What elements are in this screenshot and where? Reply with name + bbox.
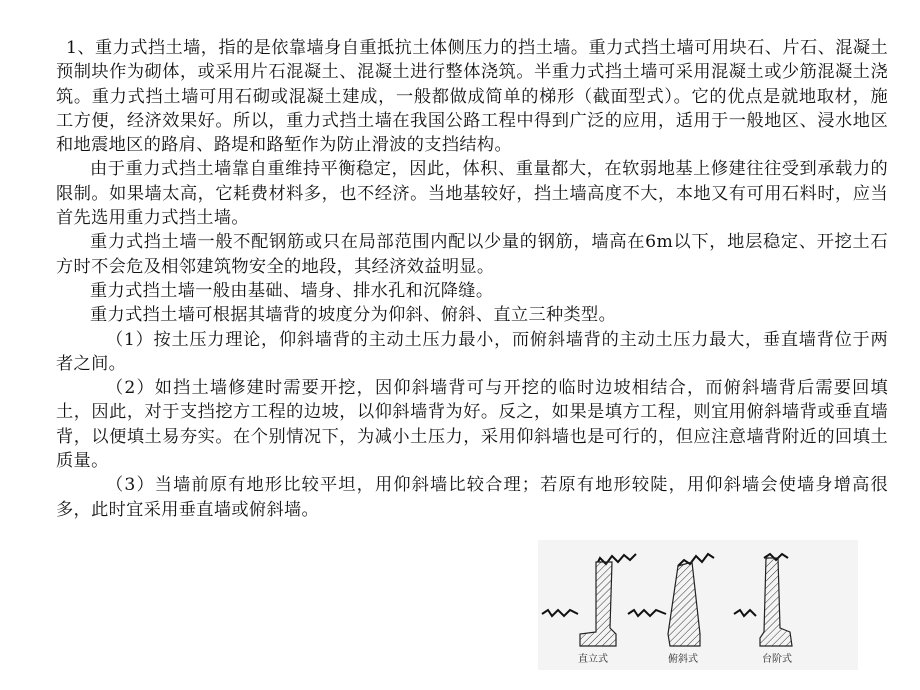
paragraph-reinforcement: 重力式挡土墙一般不配钢筋或只在局部范围内配以少量的钢筋，墙高在6m以下，地层稳定、开挖土石方时不会危及相邻建筑物安全的地段，其经济效益明显。 [56, 232, 888, 277]
inclined-wall-drawing [628, 554, 714, 646]
retaining-wall-figure [538, 540, 858, 670]
paragraph-limitation: 由于重力式挡土墙靠自重维持平衡稳定，因此，体积、重量都大，在软弱地基上修建往往受到承载力的限制。如果墙太高，它耗费材料多，也不经济。当地基较好，挡土墙高度不大，本地又有可用石料时，应当首先选用重力式挡土墙。 [56, 159, 888, 229]
paragraph-point-2: （2）如挡土墙修建时需要开挖，因仰斜墙背可与开挖的临时边坡相结合，而俯斜墙背后需要回填土，因此，对于支挡挖方工程的边坡，以仰斜墙背为好。反之，如果是填方工程，则宜用俯斜墙背或垂直墙背，以便填土易夯实。在个别情况下，为减小土压力，采用仰斜墙也是可行的，但应注意墙背附近的回填土质量。 [56, 378, 888, 472]
vertical-wall-drawing [542, 554, 636, 646]
paragraph-point-3: （3）当墙前原有地形比较平坦，用仰斜墙比较合理；若原有地形较陡，用仰斜墙会使墙身增高很多，此时宜采用垂直墙或俯斜墙。 [56, 475, 888, 520]
paragraph-point-1: （1）按土压力理论，仰斜墙背的主动土压力最小，而俯斜墙背的主动土压力最大，垂直墙背位于两者之间。 [56, 329, 888, 374]
paragraph-components: 重力式挡土墙一般由基础、墙身、排水孔和沉降缝。 [90, 280, 494, 301]
paragraph-definition: 1、重力式挡土墙，指的是依靠墙身自重抵抗土体侧压力的挡土墙。重力式挡土墙可用块石、片石、混凝土预制块作为砌体，或采用片石混凝土、混凝土进行整体浇筑。半重力式挡土墙可采用混凝土或少筋混凝土浇筑。重力式挡土墙可用石砌或混凝土建成，一般都做成简单的梯形（截面型式）。它的优点是就地取材，施工方便，经济效果好。所以，重力式挡土墙在我国公路工程中得到广泛的应用，适用于一般地区、浸水地区和地震地区的路肩、路堤和路堑作为防止滑波的支挡结构。 [56, 38, 888, 156]
label-stepped-wall: 台阶式 [762, 654, 792, 665]
label-inclined-wall: 俯斜式 [668, 654, 698, 665]
label-vertical-wall: 直立式 [578, 654, 608, 665]
stepped-wall-drawing [734, 554, 792, 646]
body-text [56, 36, 888, 522]
paragraph-types: 重力式挡土墙可根据其墙背的坡度分为仰斜、俯斜、直立三种类型。 [90, 305, 617, 326]
